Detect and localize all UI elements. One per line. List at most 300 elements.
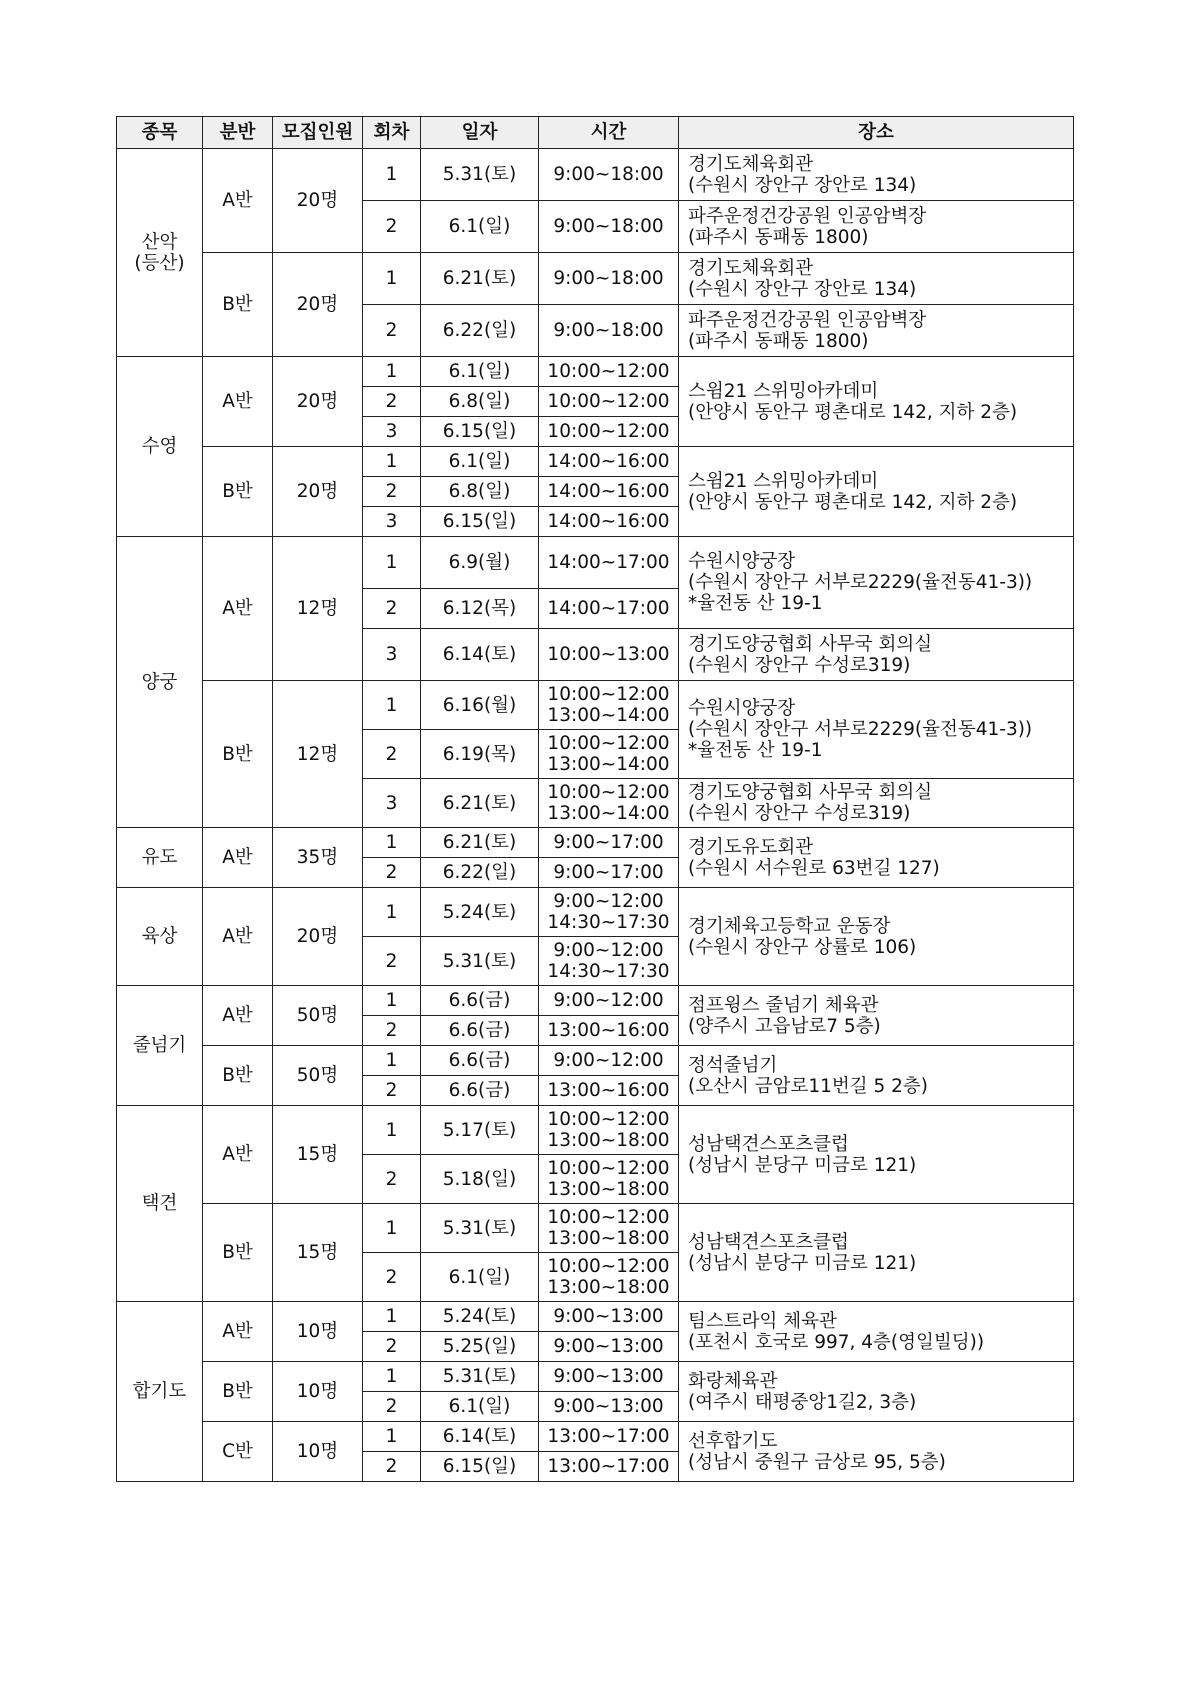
cell-text: 경기도양궁협회 사무국 회의실: [688, 782, 933, 803]
cell-text: 14:00~16:00: [547, 451, 670, 472]
session-no-cell: [363, 1362, 421, 1392]
date-cell: [421, 149, 539, 201]
place-cell: [679, 779, 1074, 828]
cell-text: 5.31(토): [442, 950, 517, 972]
cell-text: 성남택견스포츠클럽: [688, 1231, 849, 1253]
time-cell: [539, 1392, 679, 1422]
cell-text: 1: [385, 1050, 398, 1071]
date-cell: [421, 986, 539, 1016]
session-no-cell: [363, 537, 421, 589]
time-cell: [539, 201, 679, 253]
header-class: 분반: [203, 117, 273, 149]
session-no-cell: [363, 201, 421, 253]
sport-cell: [117, 357, 203, 537]
cell-text: 10:00~12:00: [547, 361, 670, 382]
cell-text: 15명: [296, 1242, 339, 1263]
capacity-cell: [273, 681, 363, 828]
time-cell: [539, 589, 679, 629]
cell-text: 6.8(일): [448, 391, 511, 412]
date-cell: [421, 1362, 539, 1392]
cell-text: (수원시 장안구 서부로2229(율전동41-3)): [688, 719, 1033, 740]
cell-text: 1: [385, 552, 398, 573]
session-no-cell: [363, 937, 421, 986]
session-no-cell: [363, 1253, 421, 1302]
cell-text: 6.8(일): [448, 481, 511, 502]
cell-text: (수원시 장안구 상률로 106): [688, 936, 917, 958]
cell-text: 수원시양궁장: [688, 698, 796, 719]
date-cell: [421, 828, 539, 858]
cell-text: 2: [385, 481, 398, 502]
cell-text: 경기도양궁협회 사무국 회의실: [688, 633, 933, 655]
cell-text: 13:00~17:00: [547, 1456, 670, 1477]
cell-text: 10:00~12:00: [547, 421, 670, 442]
session-no-cell: [363, 1332, 421, 1362]
cell-text: 2: [385, 1080, 398, 1101]
cell-text: (등산): [134, 252, 185, 274]
time-cell: [539, 149, 679, 201]
cell-text: (수원시 서수원로 63번길 127): [688, 857, 940, 879]
cell-text: 2: [385, 1396, 398, 1417]
date-cell: [421, 1302, 539, 1332]
cell-text: 10:00~12:00: [547, 684, 670, 705]
cell-text: (양주시 고읍남로7 5층): [688, 1015, 881, 1037]
date-cell: [421, 629, 539, 681]
time-cell: [539, 1046, 679, 1076]
time-cell: [539, 1452, 679, 1482]
time-cell: [539, 1422, 679, 1452]
schedule-table: [116, 116, 1074, 1482]
capacity-cell: [273, 1362, 363, 1422]
time-cell: [539, 828, 679, 858]
date-cell: [421, 937, 539, 986]
cell-text: 정석줄넘기: [688, 1054, 778, 1076]
cell-text: 10:00~12:00: [547, 1109, 670, 1130]
cell-text: 1: [385, 694, 398, 716]
table-row: [117, 1302, 1074, 1332]
cell-text: 13:00~14:00: [547, 803, 670, 824]
cell-text: 10명: [296, 1381, 339, 1402]
cell-text: 6.1(일): [448, 216, 511, 237]
cell-text: (포천시 호국로 997, 4층(영일빌딩)): [688, 1331, 985, 1353]
cell-text: 13:00~14:00: [547, 705, 670, 726]
cell-text: 2: [385, 598, 398, 619]
capacity-cell: [273, 1046, 363, 1106]
cell-text: 5.31(토): [442, 164, 517, 185]
cell-text: 5.18(일): [442, 1168, 517, 1190]
session-no-cell: [363, 1016, 421, 1046]
cell-text: A반: [222, 1005, 253, 1026]
cell-text: 3: [385, 644, 398, 665]
cell-text: 9:00~13:00: [553, 1306, 664, 1327]
date-cell: [421, 305, 539, 357]
table-row: [117, 1204, 1074, 1253]
cell-text: 선후합기도: [688, 1430, 778, 1452]
cell-text: 50명: [296, 1065, 339, 1086]
cell-text: 13:00~18:00: [547, 1228, 670, 1249]
cell-text: 9:00~12:00: [553, 1050, 664, 1071]
cell-text: 1: [385, 1306, 398, 1327]
cell-text: 10:00~12:00: [547, 391, 670, 412]
cell-text: 20명: [296, 926, 339, 947]
cell-text: A반: [222, 847, 253, 868]
time-cell: [539, 730, 679, 779]
cell-text: 14:00~16:00: [547, 511, 670, 532]
cell-text: 1: [385, 1119, 398, 1141]
place-cell: [679, 1362, 1074, 1422]
cell-text: 6.6(금): [448, 1080, 511, 1101]
cell-text: (수원시 장안구 장안로 134): [688, 174, 917, 196]
cell-text: 1: [385, 1366, 398, 1387]
session-no-cell: [363, 629, 421, 681]
place-cell: [679, 305, 1074, 357]
cell-text: 2: [385, 391, 398, 412]
capacity-cell: [273, 1106, 363, 1204]
cell-text: 10:00~12:00: [547, 733, 670, 754]
cell-text: 13:00~17:00: [547, 1426, 670, 1447]
place-cell: [679, 1422, 1074, 1482]
cell-text: 6.22(일): [442, 320, 517, 341]
class-cell: [203, 888, 273, 986]
cell-text: 15명: [296, 1144, 339, 1165]
cell-text: 6.1(일): [448, 1266, 511, 1288]
cell-text: 14:30~17:30: [547, 912, 670, 933]
cell-text: 6.1(일): [448, 451, 511, 472]
date-cell: [421, 1392, 539, 1422]
cell-text: 9:00~17:00: [553, 832, 664, 853]
cell-text: 9:00~18:00: [553, 216, 664, 237]
cell-text: 5.25(일): [442, 1336, 517, 1357]
cell-text: 35명: [296, 847, 339, 868]
sport-cell: [117, 1302, 203, 1482]
cell-text: (파주시 동패동 1800): [688, 330, 869, 352]
cell-text: 10:00~12:00: [547, 1158, 670, 1179]
session-no-cell: [363, 1076, 421, 1106]
place-cell: [679, 149, 1074, 201]
cell-text: *율전동 산 19-1: [688, 740, 823, 761]
cell-text: 6.1(일): [448, 1396, 511, 1417]
time-cell: [539, 937, 679, 986]
cell-text: 줄넘기: [132, 1035, 187, 1056]
cell-text: 1: [385, 901, 398, 923]
cell-text: (성남시 중원구 금상로 95, 5층): [688, 1451, 946, 1473]
sport-cell: [117, 149, 203, 357]
class-cell: [203, 357, 273, 447]
cell-text: 13:00~18:00: [547, 1179, 670, 1200]
date-cell: [421, 1106, 539, 1155]
session-no-cell: [363, 858, 421, 888]
cell-text: 9:00~12:00: [553, 990, 664, 1011]
cell-text: B반: [222, 481, 253, 502]
time-cell: [539, 1106, 679, 1155]
session-no-cell: [363, 730, 421, 779]
place-cell: [679, 447, 1074, 537]
table-row: [117, 253, 1074, 305]
cell-text: (여주시 태평중앙1길2, 3층): [688, 1391, 917, 1413]
date-cell: [421, 417, 539, 447]
cell-text: 14:00~17:00: [547, 552, 670, 573]
sport-cell: [117, 1106, 203, 1302]
capacity-cell: [273, 447, 363, 537]
cell-text: 6.14(토): [442, 1426, 517, 1447]
cell-text: 9:00~17:00: [553, 862, 664, 883]
time-cell: [539, 858, 679, 888]
cell-text: 1: [385, 451, 398, 472]
date-cell: [421, 1204, 539, 1253]
cell-text: (오산시 금암로11번길 5 2층): [688, 1075, 928, 1097]
session-no-cell: [363, 149, 421, 201]
cell-text: 파주운정건강공원 인공암벽장: [688, 309, 927, 331]
time-cell: [539, 1076, 679, 1106]
date-cell: [421, 1076, 539, 1106]
session-no-cell: [363, 253, 421, 305]
place-cell: [679, 986, 1074, 1046]
cell-text: 파주운정건강공원 인공암벽장: [688, 205, 927, 227]
cell-text: 9:00~12:00: [553, 940, 664, 961]
cell-text: 1: [385, 361, 398, 382]
time-cell: [539, 1253, 679, 1302]
cell-text: 10명: [296, 1321, 339, 1342]
session-no-cell: [363, 1422, 421, 1452]
date-cell: [421, 537, 539, 589]
session-no-cell: [363, 1155, 421, 1204]
header-session: 회차: [363, 117, 421, 149]
time-cell: [539, 1204, 679, 1253]
cell-text: 6.21(토): [442, 792, 517, 814]
cell-text: 20명: [296, 190, 339, 211]
cell-text: 스윔21 스위밍아카데미: [688, 470, 879, 492]
cell-text: 6.19(목): [442, 743, 517, 765]
cell-text: *율전동 산 19-1: [688, 593, 823, 614]
date-cell: [421, 681, 539, 730]
cell-text: 화랑체육관: [688, 1370, 778, 1392]
cell-text: (수원시 장안구 장안로 134): [688, 278, 917, 300]
session-no-cell: [363, 779, 421, 828]
cell-text: 1: [385, 990, 398, 1011]
cell-text: 9:00~18:00: [553, 268, 664, 289]
cell-text: 12명: [296, 598, 339, 619]
capacity-cell: [273, 828, 363, 888]
place-cell: [679, 357, 1074, 447]
cell-text: B반: [222, 1065, 253, 1086]
time-cell: [539, 477, 679, 507]
cell-text: 5.24(토): [442, 901, 517, 923]
place-cell: [679, 681, 1074, 779]
class-cell: [203, 1422, 273, 1482]
cell-text: 2: [385, 862, 398, 883]
cell-text: 14:00~17:00: [547, 598, 670, 619]
cell-text: 양궁: [141, 671, 178, 693]
cell-text: 3: [385, 792, 398, 814]
cell-text: 6.6(금): [448, 1050, 511, 1071]
cell-text: 9:00~12:00: [553, 891, 664, 912]
time-cell: [539, 1016, 679, 1046]
class-cell: [203, 1046, 273, 1106]
time-cell: [539, 779, 679, 828]
session-no-cell: [363, 305, 421, 357]
cell-text: A반: [222, 598, 253, 619]
cell-text: 산악: [141, 231, 178, 253]
cell-text: 13:00~18:00: [547, 1130, 670, 1151]
table-row: [117, 828, 1074, 858]
cell-text: (수원시 장안구 수성로319): [688, 654, 911, 676]
cell-text: 육상: [141, 926, 178, 947]
cell-text: 10:00~12:00: [547, 1256, 670, 1277]
table-row: [117, 537, 1074, 589]
time-cell: [539, 1155, 679, 1204]
cell-text: 13:00~16:00: [547, 1020, 670, 1041]
class-cell: [203, 828, 273, 888]
time-cell: [539, 1332, 679, 1362]
class-cell: [203, 986, 273, 1046]
cell-text: 1: [385, 164, 398, 185]
cell-text: 12명: [296, 743, 339, 765]
cell-text: A반: [222, 926, 253, 947]
class-cell: [203, 537, 273, 681]
cell-text: (안양시 동안구 평촌대로 142, 지하 2층): [688, 491, 1018, 513]
capacity-cell: [273, 888, 363, 986]
cell-text: 5.24(토): [442, 1306, 517, 1327]
cell-text: A반: [222, 190, 253, 211]
cell-text: 경기체육고등학교 운동장: [688, 915, 891, 937]
session-no-cell: [363, 387, 421, 417]
cell-text: 2: [385, 1020, 398, 1041]
cell-text: 스윔21 스위밍아카데미: [688, 380, 879, 402]
cell-text: 1: [385, 1217, 398, 1239]
capacity-cell: [273, 149, 363, 253]
cell-text: 5.31(토): [442, 1366, 517, 1387]
capacity-cell: [273, 253, 363, 357]
cell-text: 6.15(일): [442, 1456, 517, 1477]
table-row: [117, 986, 1074, 1016]
table-row: [117, 357, 1074, 387]
table-row: [117, 1106, 1074, 1155]
place-cell: [679, 253, 1074, 305]
cell-text: 5.31(토): [442, 1217, 517, 1239]
session-no-cell: [363, 417, 421, 447]
class-cell: [203, 681, 273, 828]
cell-text: 6.6(금): [448, 1020, 511, 1041]
date-cell: [421, 387, 539, 417]
time-cell: [539, 537, 679, 589]
cell-text: 1: [385, 1426, 398, 1447]
cell-text: 2: [385, 1336, 398, 1357]
cell-text: 6.14(토): [442, 644, 517, 665]
cell-text: B반: [222, 1381, 253, 1402]
cell-text: 20명: [296, 481, 339, 502]
cell-text: A반: [222, 391, 253, 412]
time-cell: [539, 253, 679, 305]
time-cell: [539, 507, 679, 537]
cell-text: A반: [222, 1321, 253, 1342]
cell-text: (수원시 장안구 수성로319): [688, 803, 911, 824]
cell-text: 13:00~18:00: [547, 1277, 670, 1298]
cell-text: 9:00~13:00: [553, 1366, 664, 1387]
header-time: 시간: [539, 117, 679, 149]
cell-text: 6.22(일): [442, 862, 517, 883]
date-cell: [421, 201, 539, 253]
table-row: [117, 681, 1074, 730]
cell-text: 2: [385, 216, 398, 237]
cell-text: 9:00~13:00: [553, 1336, 664, 1357]
session-no-cell: [363, 1046, 421, 1076]
class-cell: [203, 1204, 273, 1302]
capacity-cell: [273, 1204, 363, 1302]
cell-text: 50명: [296, 1005, 339, 1026]
place-cell: [679, 1106, 1074, 1204]
cell-text: B반: [222, 1242, 253, 1263]
cell-text: 1: [385, 268, 398, 289]
session-no-cell: [363, 447, 421, 477]
place-cell: [679, 201, 1074, 253]
class-cell: [203, 149, 273, 253]
date-cell: [421, 1046, 539, 1076]
place-cell: [679, 1046, 1074, 1106]
place-cell: [679, 1302, 1074, 1362]
table-row: [117, 447, 1074, 477]
capacity-cell: [273, 1422, 363, 1482]
date-cell: [421, 1452, 539, 1482]
date-cell: [421, 730, 539, 779]
class-cell: [203, 253, 273, 357]
cell-text: 14:00~16:00: [547, 481, 670, 502]
time-cell: [539, 1302, 679, 1332]
place-cell: [679, 828, 1074, 888]
cell-text: 유도: [141, 847, 178, 868]
cell-text: 2: [385, 320, 398, 341]
cell-text: 6.16(월): [442, 694, 517, 716]
cell-text: 6.1(일): [448, 361, 511, 382]
session-no-cell: [363, 888, 421, 937]
date-cell: [421, 1155, 539, 1204]
class-cell: [203, 1106, 273, 1204]
capacity-cell: [273, 357, 363, 447]
session-no-cell: [363, 1106, 421, 1155]
cell-text: 경기도유도회관: [688, 836, 814, 858]
date-cell: [421, 357, 539, 387]
cell-text: 6.21(토): [442, 832, 517, 853]
cell-text: (안양시 동안구 평촌대로 142, 지하 2층): [688, 401, 1018, 423]
time-cell: [539, 417, 679, 447]
cell-text: (성남시 분당구 미금로 121): [688, 1252, 917, 1274]
session-no-cell: [363, 357, 421, 387]
cell-text: 20명: [296, 294, 339, 315]
session-no-cell: [363, 1392, 421, 1422]
place-cell: [679, 888, 1074, 986]
cell-text: 3: [385, 421, 398, 442]
cell-text: 10:00~12:00: [547, 1207, 670, 1228]
cell-text: 2: [385, 743, 398, 765]
cell-text: (성남시 분당구 미금로 121): [688, 1154, 917, 1176]
cell-text: 점프윙스 줄넘기 체육관: [688, 994, 879, 1016]
session-no-cell: [363, 986, 421, 1016]
cell-text: 경기도체육회관: [688, 153, 814, 175]
date-cell: [421, 858, 539, 888]
sport-cell: [117, 986, 203, 1106]
date-cell: [421, 1253, 539, 1302]
sport-cell: [117, 537, 203, 828]
session-no-cell: [363, 681, 421, 730]
time-cell: [539, 357, 679, 387]
session-no-cell: [363, 1204, 421, 1253]
header-sport: 종목: [117, 117, 203, 149]
cell-text: 택견: [141, 1193, 178, 1214]
date-cell: [421, 1332, 539, 1362]
cell-text: 6.12(목): [442, 598, 517, 619]
cell-text: 9:00~18:00: [553, 320, 664, 341]
cell-text: 10명: [296, 1441, 339, 1462]
date-cell: [421, 779, 539, 828]
class-cell: [203, 1362, 273, 1422]
